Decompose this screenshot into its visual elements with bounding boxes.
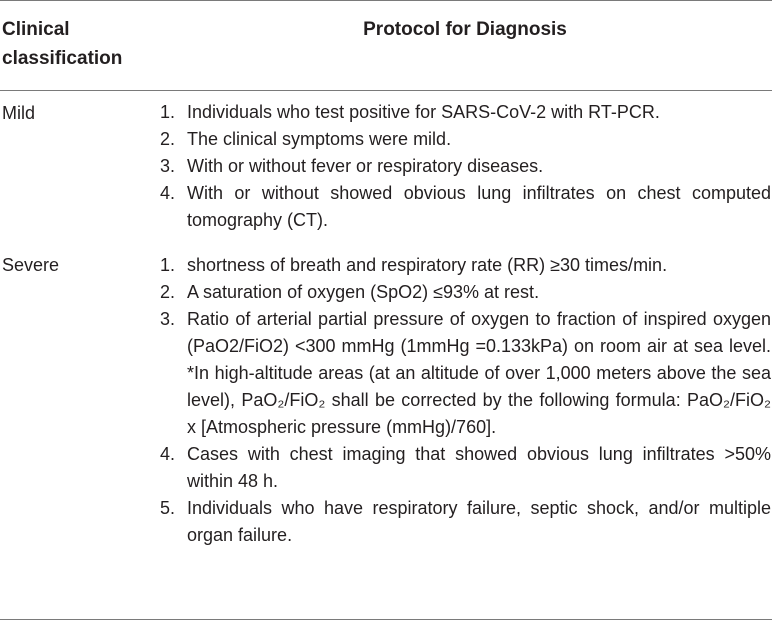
list-item xyxy=(160,153,771,180)
item-number: 1. xyxy=(160,255,176,275)
header-protocol-for-diagnosis: Protocol for Diagnosis xyxy=(363,19,567,40)
item-text: With or without fever or respiratory diseases. xyxy=(187,156,544,176)
table-bottom-rule xyxy=(0,619,772,620)
item-text: Individuals who have respiratory failure, septic shock, and/or multiple organ failure. xyxy=(187,498,771,545)
header-divider-rule xyxy=(0,90,772,91)
list-item xyxy=(160,495,771,549)
item-text: shortness of breath and respiratory rate (RR) ≥30 times/min. xyxy=(187,255,668,275)
mild-protocol-list xyxy=(160,99,771,234)
list-item xyxy=(160,126,771,153)
item-number: 3. xyxy=(160,309,176,329)
header-clinical-classification: Clinical classification xyxy=(2,19,123,69)
severe-protocol-list xyxy=(160,252,771,549)
table-top-rule xyxy=(0,0,772,1)
list-item xyxy=(160,279,771,306)
item-number: 4. xyxy=(160,183,176,203)
item-text: Individuals who test positive for SARS-CoV-2 with RT-PCR. xyxy=(187,102,660,122)
item-text: A saturation of oxygen (SpO2) ≤93% at rest. xyxy=(187,282,540,302)
item-text: The clinical symptoms were mild. xyxy=(187,129,452,149)
list-item xyxy=(160,306,771,441)
item-number: 4. xyxy=(160,444,176,464)
list-item xyxy=(160,441,771,495)
item-number: 5. xyxy=(160,498,176,518)
list-item xyxy=(160,99,771,126)
classification-severe: Severe xyxy=(2,255,60,275)
classification-mild: Mild xyxy=(2,103,36,123)
item-text: Ratio of arterial partial pressure of oxygen to fraction of inspired oxygen (PaO2/FiO2) <300 mmHg (1mmHg =0.133kPa) on room air at sea level. *In high-altitude areas (at an altitude of over 1,000 meters above the sea level), PaO₂/FiO₂ shall be corrected by the following formula: PaO₂/FiO₂ x [Atmospheric pressure (mmHg)/760]. xyxy=(187,309,771,437)
list-item xyxy=(160,252,771,279)
item-number: 2. xyxy=(160,129,176,149)
list-item xyxy=(160,180,771,234)
item-number: 3. xyxy=(160,156,176,176)
item-text: Cases with chest imaging that showed obvious lung infiltrates >50% within 48 h. xyxy=(187,444,771,491)
item-number: 2. xyxy=(160,282,176,302)
item-text: With or without showed obvious lung infiltrates on chest computed tomography (CT). xyxy=(187,183,771,230)
item-number: 1. xyxy=(160,102,176,122)
